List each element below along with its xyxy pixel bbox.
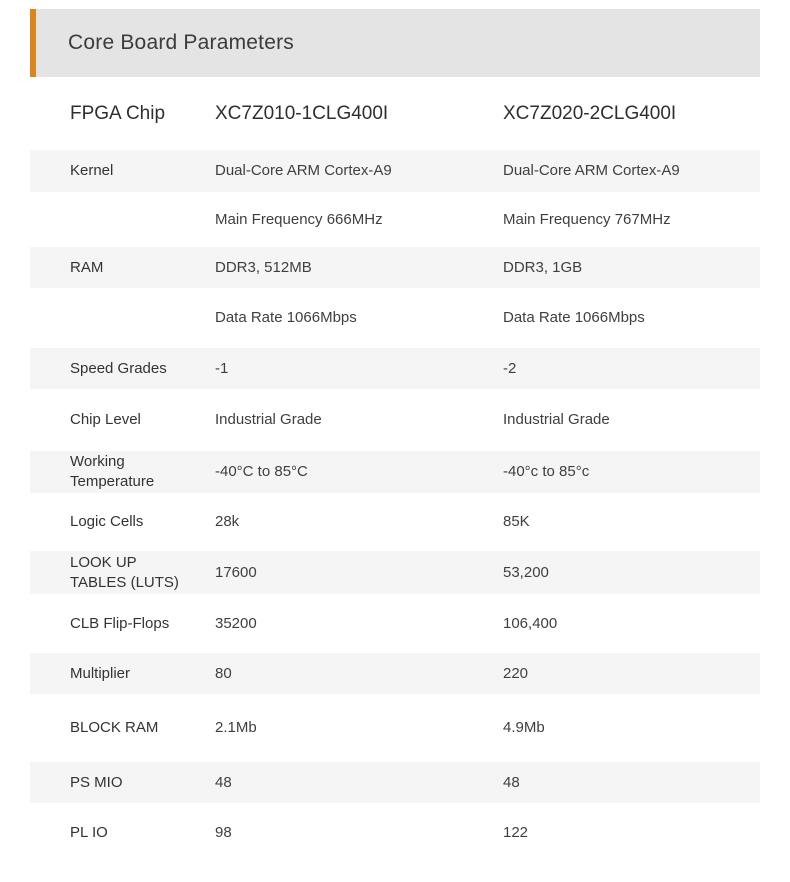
table-row-look-up-tables — [30, 551, 760, 594]
cell-chip1-value: 2.1Mb — [215, 719, 257, 736]
cell-chip1-value: -1 — [215, 359, 229, 377]
cell-chip1-value: Dual-Core ARM Cortex-A9 — [215, 162, 392, 179]
table-row-multiplier — [30, 653, 760, 694]
table-row-pl-io — [30, 803, 760, 863]
column-header-label: FPGA Chip — [70, 102, 166, 124]
table-row-logic-cells — [30, 493, 760, 551]
row-label: Speed Grades — [70, 359, 167, 377]
core-board-parameters-page — [0, 9, 790, 882]
row-label: BLOCK RAM — [70, 719, 159, 736]
table-row-data-rate — [30, 288, 760, 348]
cell-chip1-value: Industrial Grade — [215, 411, 322, 428]
cell-chip1-value: Main Frequency 666MHz — [215, 210, 383, 228]
row-label: Multiplier — [70, 664, 131, 682]
cell-chip1-value: 98 — [215, 824, 232, 841]
cell-chip1-value: 80 — [215, 664, 232, 682]
cell-chip1-value: 35200 — [215, 614, 257, 632]
table-row-block-ram — [30, 694, 760, 762]
cell-chip2-value: Industrial Grade — [503, 411, 610, 428]
cell-chip1-value: 17600 — [215, 563, 257, 581]
table-row-kernel — [30, 150, 760, 192]
cell-chip2-value: -2 — [503, 359, 517, 377]
spec-table — [30, 77, 760, 863]
cell-chip2-value: Dual-Core ARM Cortex-A9 — [503, 162, 680, 179]
cell-chip2-value: 122 — [503, 824, 529, 841]
column-header-chip1: XC7Z010-1CLG400I — [215, 102, 389, 124]
column-header-chip2: XC7Z020-2CLG400I — [503, 102, 677, 124]
cell-chip1-value: DDR3, 512MB — [215, 258, 312, 276]
row-label: PS MIO — [70, 773, 123, 791]
row-label: LOOK UP TABLES (LUTS) — [70, 553, 179, 591]
cell-chip2-value: -40°c to 85°c — [503, 463, 590, 480]
cell-chip2-value: 220 — [503, 664, 529, 682]
cell-chip1-value: 48 — [215, 773, 232, 791]
row-label: Logic Cells — [70, 513, 144, 530]
page-title: Core Board Parameters — [68, 31, 294, 54]
row-label: Chip Level — [70, 411, 141, 428]
table-row-ram — [30, 247, 760, 288]
row-label: CLB Flip-Flops — [70, 614, 170, 632]
row-label: Working Temperature — [70, 453, 155, 490]
cell-chip2-value: Data Rate 1066Mbps — [503, 309, 645, 326]
table-row-speed-grades — [30, 348, 760, 389]
cell-chip2-value: 4.9Mb — [503, 719, 545, 736]
table-row-ps-mio — [30, 762, 760, 803]
cell-chip2-value: 106,400 — [503, 614, 558, 632]
cell-chip2-value: 48 — [503, 773, 520, 791]
table-row-clb-flip-flops — [30, 594, 760, 653]
row-label: RAM — [70, 258, 104, 276]
row-label: Kernel — [70, 162, 114, 179]
cell-chip1-value: Data Rate 1066Mbps — [215, 309, 357, 326]
row-label: PL IO — [70, 824, 108, 841]
table-row-chip-level — [30, 389, 760, 451]
table-header-row — [30, 77, 760, 150]
table-row-main-frequency — [30, 192, 760, 247]
cell-chip2-value: 53,200 — [503, 563, 549, 581]
cell-chip2-value: DDR3, 1GB — [503, 258, 583, 276]
cell-chip1-value: -40°C to 85°C — [215, 463, 308, 480]
cell-chip1-value: 28k — [215, 513, 240, 530]
cell-chip2-value: Main Frequency 767MHz — [503, 210, 671, 228]
section-header — [30, 9, 760, 77]
table-row-working-temperature — [30, 451, 760, 493]
cell-chip2-value: 85K — [503, 513, 530, 530]
